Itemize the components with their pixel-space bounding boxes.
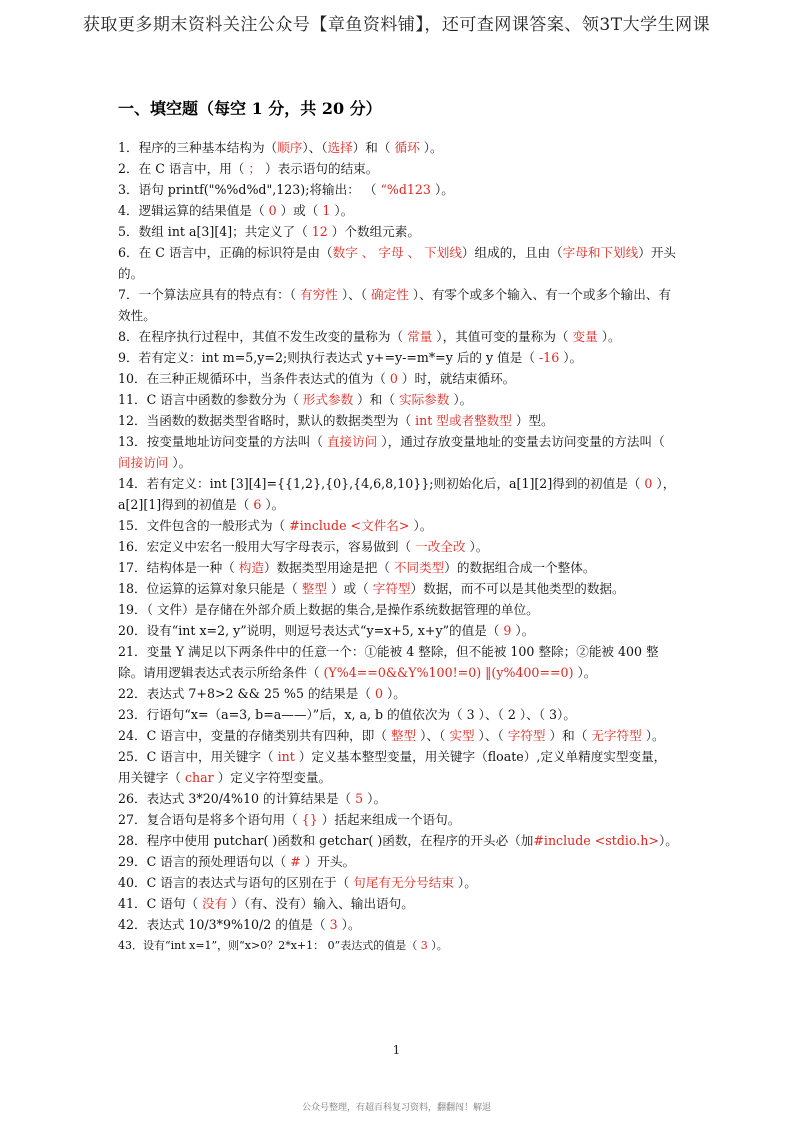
question-text: 15．文件包含的一般形式为（ <box>118 518 290 533</box>
question-text: ）、有零个或多个输入、有一个或多个输出、有效性。 <box>118 287 671 323</box>
answer-text: 选择 <box>327 140 353 155</box>
question-q27 <box>118 809 678 830</box>
question-text: ）个数组元素。 <box>327 224 420 239</box>
question-text: ）表示语句的结束。 <box>261 161 379 176</box>
question-q23 <box>118 704 678 725</box>
question-q20 <box>118 620 678 641</box>
answer-text: 5 <box>355 791 364 806</box>
question-text: ）。 <box>337 917 361 932</box>
question-text: ），其值可变的量称为（ <box>432 329 573 344</box>
question-text: ），通过存放变量地址的变量去访问变量的方法叫（ <box>377 434 665 449</box>
question-q12 <box>118 410 678 431</box>
question-q19 <box>118 599 678 620</box>
question-q15 <box>118 515 678 536</box>
section-title: 一、填空题（每空 1 分，共 20 分） <box>118 99 382 118</box>
question-text: 14．若有定义：int [3][4]={{1,2},{0},{4,6,8,10}};则初始化后，a[1][2]得到的初值是（ <box>118 476 645 491</box>
answer-text: 字母和下划线 <box>562 245 639 260</box>
question-text: 1．程序的三种基本结构为（ <box>118 140 278 155</box>
question-text: 3．语句 printf("%%d%d",123);将输出： （ <box>118 182 381 197</box>
question-text: 13．按变量地址访问变量的方法叫（ <box>118 434 327 449</box>
question-text: ）和（ <box>352 140 395 155</box>
answer-text: (Y%4==0&&Y%100!=0) ‖(y%400==0) <box>323 665 574 680</box>
question-text: ）。 <box>427 939 448 952</box>
question-text: ）数据，而不可以是其他类型的数据。 <box>410 581 625 596</box>
answer-text: 构造 <box>238 560 264 575</box>
question-text: 27．复合语句是将多个语句用（ <box>118 812 302 827</box>
question-text: 22．表达式 7+8>2 && 25 %5 的结果是（ <box>118 686 375 701</box>
answer-text: char <box>184 770 214 785</box>
question-q2 <box>118 158 678 179</box>
answer-text: 实际参数 <box>398 392 450 407</box>
question-text: ）。 <box>641 728 665 743</box>
question-text: 40．C 语言的表达式与语句的区别在于（ <box>118 875 354 890</box>
question-text: ）或（ <box>326 581 373 596</box>
question-q4 <box>118 200 678 221</box>
question-text: 5．数组 int a[3][4]；共定义了（ <box>118 224 312 239</box>
question-q28 <box>118 830 678 851</box>
question-q5 <box>118 221 678 242</box>
answer-text: 3 <box>420 939 428 952</box>
answer-text: “%d123 <box>380 182 431 197</box>
answer-text: 0 <box>644 476 653 491</box>
question-text: 43．设有“int x=1”，则“x>0？2*x+1： 0”表达式的值是（ <box>118 939 421 952</box>
answer-text: ； <box>248 161 262 176</box>
question-text: ）。 <box>453 875 477 890</box>
question-text: 16．宏定义中宏名一般用大写字母表示，容易做到（ <box>118 539 416 554</box>
question-text: ）的数据组合成一个整体。 <box>444 560 596 575</box>
question-q7 <box>118 284 678 326</box>
question-text: 29．C 语言的预处理语句以（ <box>118 854 291 869</box>
question-text: ）、（ <box>302 140 328 155</box>
answer-text: 确定性 <box>371 287 409 302</box>
question-text: ）。 <box>559 350 583 365</box>
answer-text: -16 <box>538 350 560 365</box>
question-q25 <box>118 746 678 788</box>
answer-text: 9 <box>503 623 512 638</box>
question-text: ）。 <box>511 623 535 638</box>
answer-text: #include <stdio.h> <box>533 833 659 848</box>
answer-text: 没有 <box>202 896 228 911</box>
question-q11 <box>118 389 678 410</box>
question-text: 17．结构体是一种（ <box>118 560 239 575</box>
answer-text: 12 <box>311 224 328 239</box>
answer-text: 实型 <box>449 728 475 743</box>
answer-text: 整型 <box>301 581 327 596</box>
question-q43 <box>118 935 678 956</box>
answer-text: 0 <box>389 371 398 386</box>
question-text: 2．在 C 语言中，用（ <box>118 161 249 176</box>
question-text: ）。 <box>597 329 621 344</box>
question-text: ）时，就结束循环。 <box>397 371 516 386</box>
question-text: ）定义字符型变量。 <box>213 770 332 785</box>
answer-text: 1 <box>322 203 331 218</box>
question-text: ）和（ <box>353 392 399 407</box>
question-text: ）。 <box>465 539 489 554</box>
question-q6 <box>118 242 678 284</box>
question-text: 6．在 C 语言中，正确的标识符是由（ <box>118 245 333 260</box>
question-text: ）、（ <box>474 728 508 743</box>
question-text: 11．C 语言中函数的参数分为（ <box>118 392 303 407</box>
question-q13 <box>118 431 678 473</box>
question-text: ）型。 <box>511 413 554 428</box>
question-q21 <box>118 641 678 683</box>
question-text: 8．在程序执行过程中，其值不发生改变的量称为（ <box>118 329 408 344</box>
question-q22 <box>118 683 678 704</box>
question-text: ）。 <box>658 833 678 848</box>
answer-text: 直接访问 <box>326 434 378 449</box>
answer-text: 间接访问 <box>118 455 169 470</box>
answer-text: int <box>277 749 295 764</box>
answer-text: 句尾有无分号结束 <box>353 875 454 890</box>
question-text: 23．行语句“x=（a=3, b=a——）”后，x, a, b 的值依次为（ 3 ）、（ 2 ）、（ 3）。 <box>118 707 576 722</box>
question-text: ）数据类型用途是把（ <box>263 560 394 575</box>
question-text: 7．一个算法应具有的特点有：（ <box>118 287 301 302</box>
answer-text: {} <box>301 812 318 827</box>
question-text: ）和（ <box>545 728 592 743</box>
question-q29 <box>118 851 678 872</box>
question-text: 24．C 语言中，变量的存储类别共有四种，即（ <box>118 728 391 743</box>
answer-text: 无字符型 <box>591 728 642 743</box>
question-q3 <box>118 179 678 200</box>
question-text: ）。 <box>261 497 285 512</box>
answer-text: #include <文件名> <box>289 518 410 533</box>
question-q17 <box>118 557 678 578</box>
answer-text: # <box>290 854 301 869</box>
question-text: ）括起来组成一个语句。 <box>317 812 461 827</box>
answer-text: 字符型 <box>372 581 411 596</box>
answer-text: 字符型 <box>507 728 546 743</box>
question-text: ）。 <box>168 455 192 470</box>
answer-text: 形式参数 <box>302 392 354 407</box>
question-text: 42．表达式 10/3*9%10/2 的值是（ <box>118 917 330 932</box>
question-text: ）， a[2][1]得到的初值是（ <box>118 476 676 512</box>
answer-text: 变量 <box>572 329 598 344</box>
answer-text: 6 <box>253 497 262 512</box>
question-text: 19．（ 文件）是存储在外部介质上数据的集合,是操作系统数据管理的单位。 <box>118 602 539 617</box>
question-text: ）。 <box>419 140 443 155</box>
question-text: 12．当函数的数据类型省略时，默认的数据类型为（ <box>118 413 416 428</box>
question-text: ）。 <box>430 182 454 197</box>
question-q42 <box>118 914 678 935</box>
question-q9 <box>118 347 678 368</box>
answer-text: 0 <box>374 686 383 701</box>
question-text: ）。 <box>363 791 387 806</box>
footer-note: 公众号整理，有超百科复习资料，翻翻闯！解退 <box>301 1103 491 1113</box>
question-text: 28．程序中使用 putchar( )函数和 getchar( )函数，在程序的开头必（加 <box>118 833 534 848</box>
question-text: ）。 <box>382 686 406 701</box>
question-text: 41．C 语句（ <box>118 896 203 911</box>
question-list <box>118 137 678 956</box>
question-text: ）。 <box>409 518 433 533</box>
question-text: 20．设有“int x=2, y”说明，则逗号表达式“y=x+5, x+y”的值是（ <box>118 623 504 638</box>
answer-text: 0 <box>268 203 277 218</box>
question-text: 4．逻辑运算的结果值是（ <box>118 203 269 218</box>
top-banner: 获取更多期末资料关注公众号【章鱼资料铺】，还可查网课答案、领3T大学生网课 <box>82 15 711 35</box>
question-q26 <box>118 788 678 809</box>
question-text: ）组成的，且由（ <box>461 245 563 260</box>
question-text: ）、（ <box>337 287 372 302</box>
question-text: ）开头。 <box>300 854 356 869</box>
question-text: 25．C 语言中，用关键字（ <box>118 749 278 764</box>
question-text: 18．位运算的运算对象只能是（ <box>118 581 302 596</box>
question-text: ）定义基本整型变量，用关键字（floate）,定义单精度实型变量，用关键字（ <box>118 749 667 785</box>
question-text: ）、（ <box>416 728 450 743</box>
question-text: ）。 <box>330 203 354 218</box>
question-q1 <box>118 137 678 158</box>
answer-text: 有穷性 <box>300 287 338 302</box>
question-q18 <box>118 578 678 599</box>
answer-text: 一改全改 <box>415 539 466 554</box>
question-text: ）。 <box>573 665 597 680</box>
question-q8 <box>118 326 678 347</box>
answer-text: 顺序 <box>277 140 303 155</box>
question-q14 <box>118 473 678 515</box>
question-text: 9．若有定义：int m=5,y=2;则执行表达式 y+=y-=m*=y 后的 y 值是（ <box>118 350 539 365</box>
question-q16 <box>118 536 678 557</box>
answer-text: 循环 <box>394 140 420 155</box>
answer-text: int 型或者整数型 <box>415 413 512 428</box>
question-q41 <box>118 893 678 914</box>
question-text: ）或（ <box>276 203 323 218</box>
question-text: 21．变量 Y 满足以下两条件中的任意一个：①能被 4 整除，但不能被 100 整除；②能被 400 整除。请用逻辑表达式表示所给条件（ <box>118 644 659 680</box>
answer-text: 数字 、 字母 、 下划线 <box>332 245 462 260</box>
answer-text: 常量 <box>407 329 433 344</box>
question-q24 <box>118 725 678 746</box>
question-text: 26．表达式 3*20/4%10 的计算结果是（ <box>118 791 356 806</box>
question-q40 <box>118 872 678 893</box>
question-text: ）。 <box>449 392 473 407</box>
question-q10 <box>118 368 678 389</box>
question-text: ）开头的。 <box>118 245 677 281</box>
question-text: ）（有、没有）输入、输出语句。 <box>227 896 414 911</box>
answer-text: 整型 <box>390 728 417 743</box>
answer-text: 3 <box>329 917 338 932</box>
page-number: 1 <box>392 1043 401 1057</box>
answer-text: 不同类型 <box>393 560 445 575</box>
question-text: 10．在三种正规循环中，当条件表达式的值为（ <box>118 371 390 386</box>
